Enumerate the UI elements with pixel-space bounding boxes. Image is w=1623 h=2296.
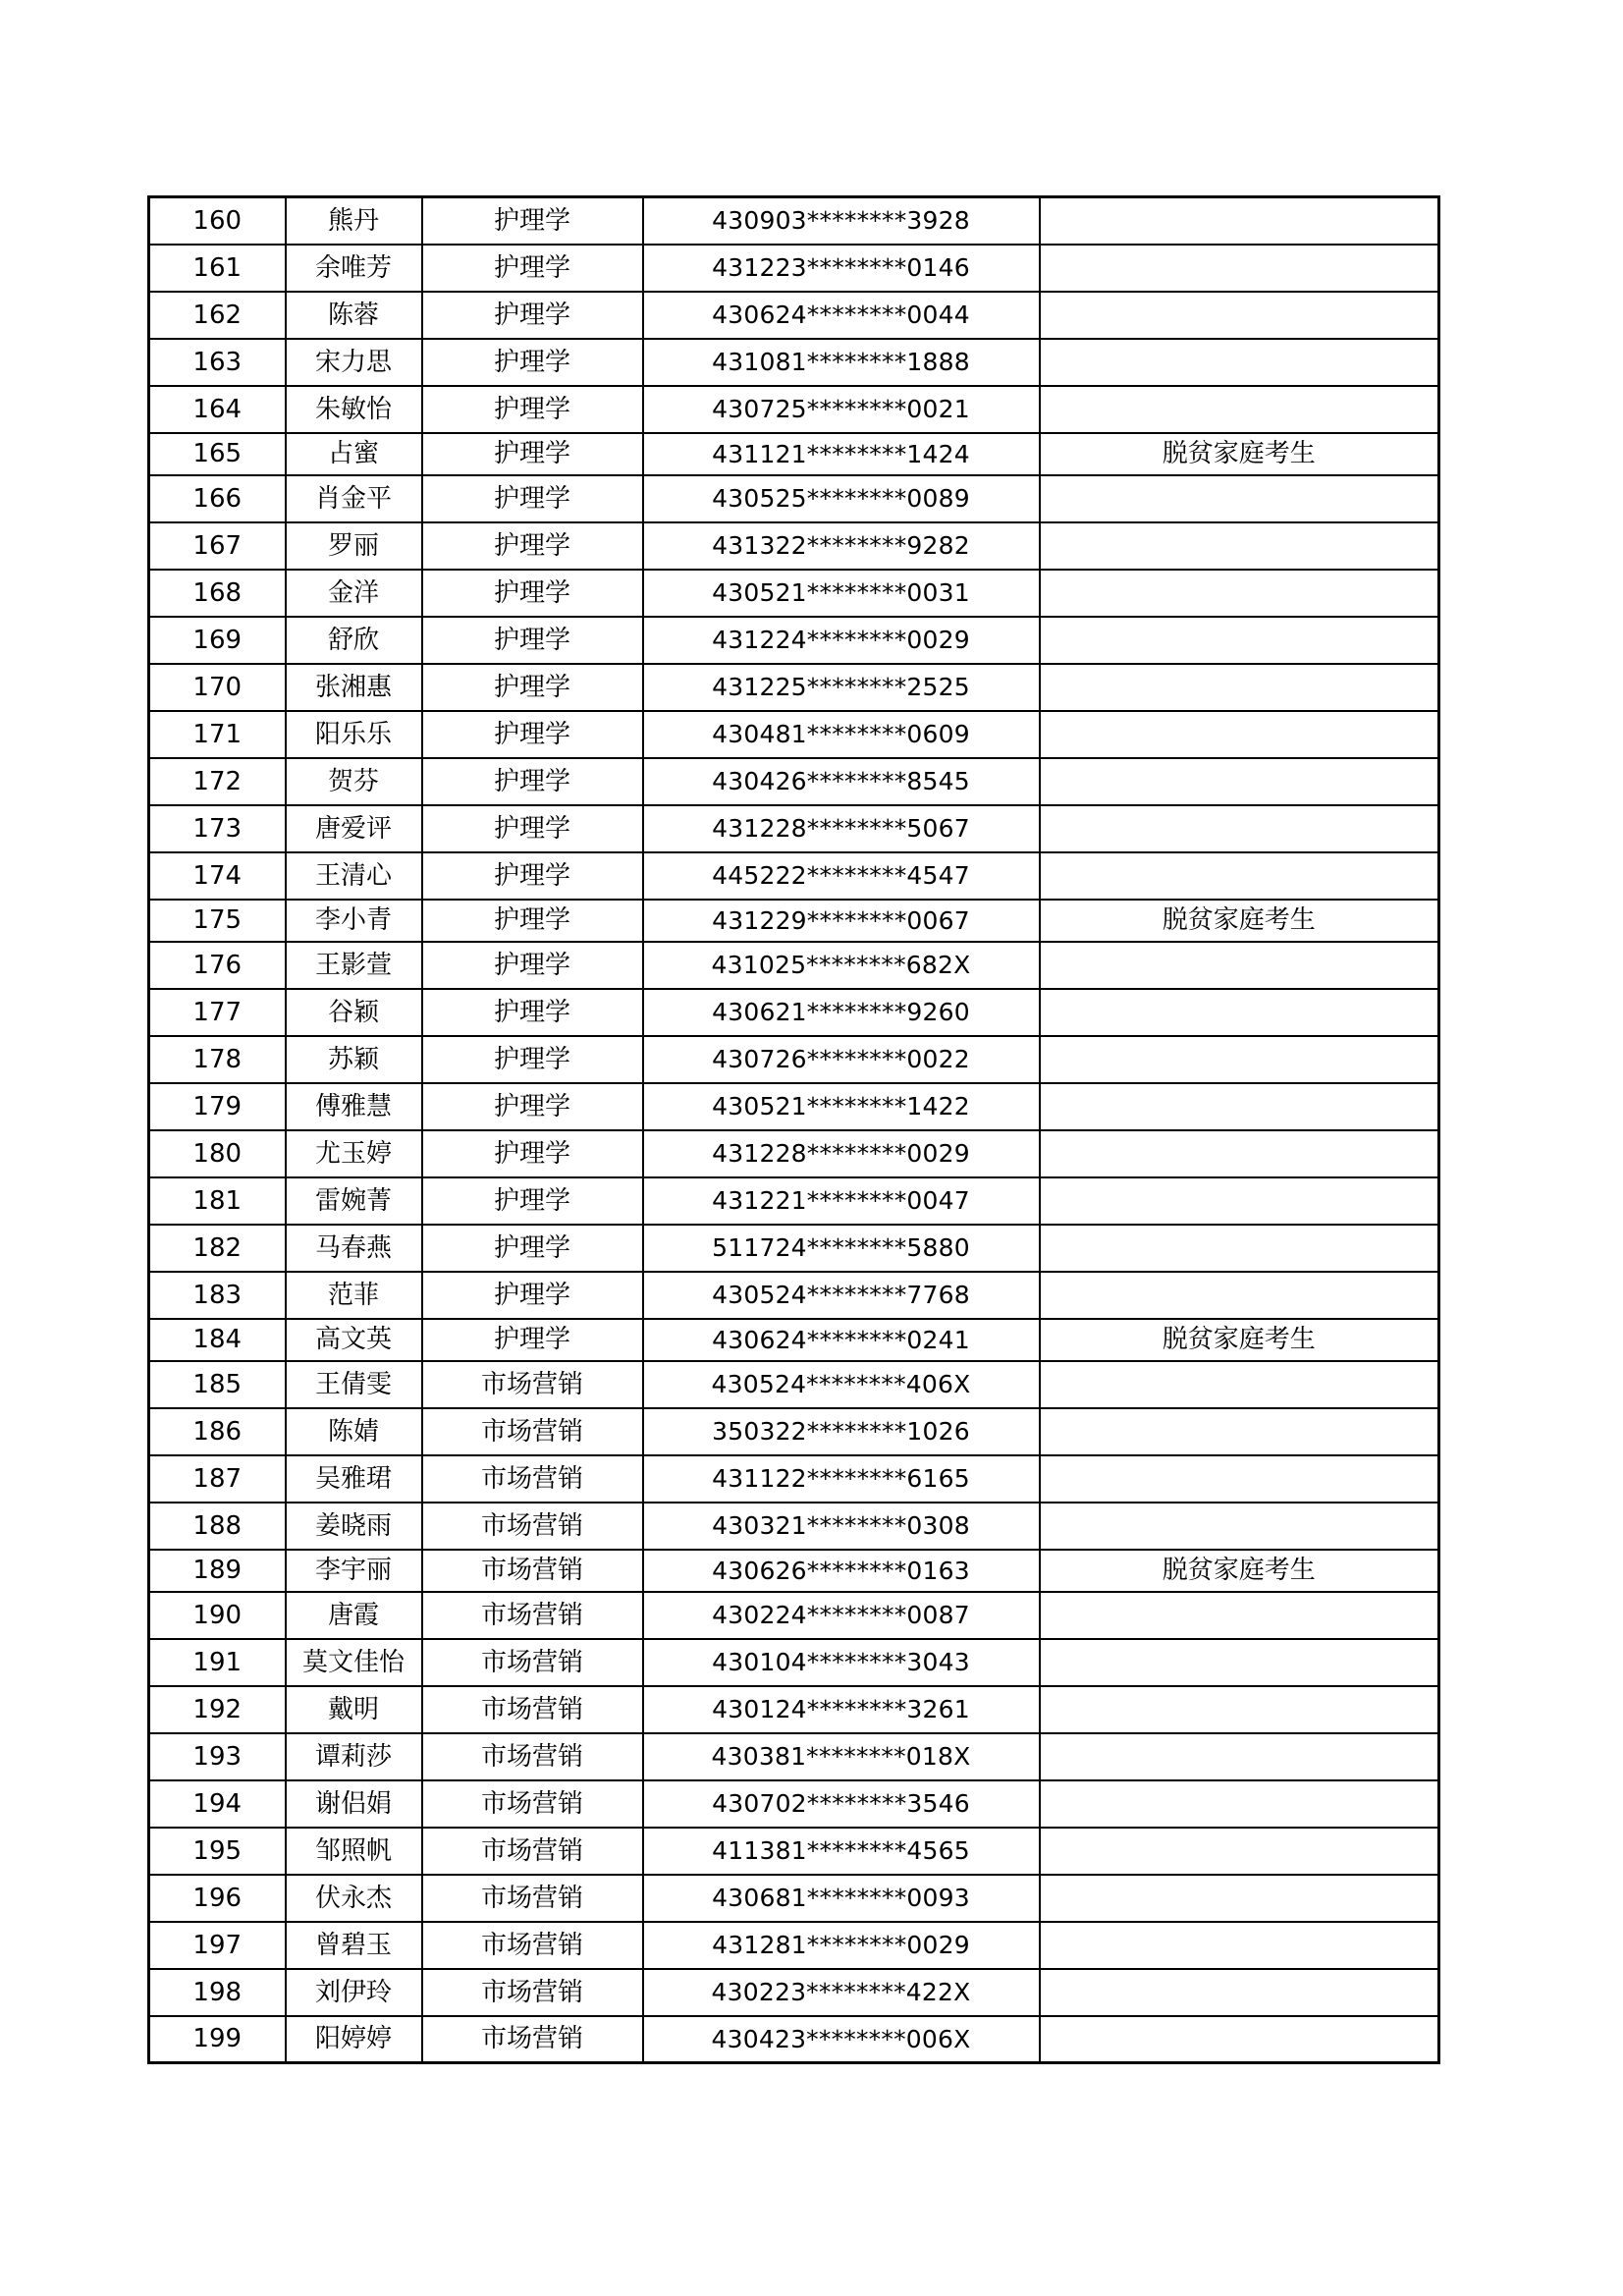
major-cell: 护理学 xyxy=(422,1036,643,1083)
id-number-cell: 431322********9282 xyxy=(643,522,1040,570)
row-number-cell: 160 xyxy=(149,197,286,245)
major-cell: 市场营销 xyxy=(422,1592,643,1639)
major-cell: 市场营销 xyxy=(422,1733,643,1780)
major-cell: 护理学 xyxy=(422,475,643,522)
name-cell: 莫文佳怡 xyxy=(286,1639,422,1686)
table-row xyxy=(149,1272,1439,1319)
major-cell: 市场营销 xyxy=(422,2016,643,2063)
row-number-cell: 172 xyxy=(149,758,286,805)
table-row xyxy=(149,942,1439,989)
id-number-cell: 430381********018X xyxy=(643,1733,1040,1780)
name-cell: 王影萱 xyxy=(286,942,422,989)
table-row xyxy=(149,570,1439,617)
id-number-cell: 431228********0029 xyxy=(643,1130,1040,1177)
name-cell: 吴雅珺 xyxy=(286,1455,422,1503)
row-number-cell: 190 xyxy=(149,1592,286,1639)
note-cell xyxy=(1040,1828,1439,1875)
table-row xyxy=(149,433,1439,475)
note-cell xyxy=(1040,989,1439,1036)
row-number-cell: 189 xyxy=(149,1550,286,1592)
name-cell: 姜晓雨 xyxy=(286,1503,422,1550)
note-cell xyxy=(1040,1455,1439,1503)
major-cell: 护理学 xyxy=(422,339,643,386)
table-body xyxy=(149,197,1439,2063)
row-number-cell: 176 xyxy=(149,942,286,989)
row-number-cell: 173 xyxy=(149,805,286,852)
name-cell: 谢侣娟 xyxy=(286,1780,422,1828)
row-number-cell: 198 xyxy=(149,1969,286,2016)
name-cell: 曾碧玉 xyxy=(286,1922,422,1969)
table-row xyxy=(149,758,1439,805)
row-number-cell: 170 xyxy=(149,664,286,711)
note-cell xyxy=(1040,1592,1439,1639)
name-cell: 马春燕 xyxy=(286,1225,422,1272)
major-cell: 护理学 xyxy=(422,570,643,617)
name-cell: 雷婉菁 xyxy=(286,1177,422,1225)
major-cell: 护理学 xyxy=(422,292,643,339)
major-cell: 护理学 xyxy=(422,852,643,900)
name-cell: 陈蓉 xyxy=(286,292,422,339)
name-cell: 朱敏怡 xyxy=(286,386,422,433)
id-number-cell: 430726********0022 xyxy=(643,1036,1040,1083)
row-number-cell: 194 xyxy=(149,1780,286,1828)
id-number-cell: 430624********0044 xyxy=(643,292,1040,339)
major-cell: 护理学 xyxy=(422,1272,643,1319)
id-number-cell: 431081********1888 xyxy=(643,339,1040,386)
major-cell: 护理学 xyxy=(422,711,643,758)
major-cell: 护理学 xyxy=(422,1083,643,1130)
note-cell xyxy=(1040,1969,1439,2016)
table-row xyxy=(149,1319,1439,1361)
note-cell xyxy=(1040,1361,1439,1408)
note-cell xyxy=(1040,1875,1439,1922)
row-number-cell: 183 xyxy=(149,1272,286,1319)
row-number-cell: 164 xyxy=(149,386,286,433)
major-cell: 护理学 xyxy=(422,1225,643,1272)
note-cell xyxy=(1040,1130,1439,1177)
row-number-cell: 169 xyxy=(149,617,286,664)
id-number-cell: 430423********006X xyxy=(643,2016,1040,2063)
table-row xyxy=(149,900,1439,942)
id-number-cell: 430702********3546 xyxy=(643,1780,1040,1828)
id-number-cell: 430224********0087 xyxy=(643,1592,1040,1639)
major-cell: 护理学 xyxy=(422,805,643,852)
id-number-cell: 430626********0163 xyxy=(643,1550,1040,1592)
row-number-cell: 193 xyxy=(149,1733,286,1780)
major-cell: 市场营销 xyxy=(422,1408,643,1455)
major-cell: 市场营销 xyxy=(422,1361,643,1408)
row-number-cell: 185 xyxy=(149,1361,286,1408)
table-row xyxy=(149,1639,1439,1686)
major-cell: 护理学 xyxy=(422,989,643,1036)
table-row xyxy=(149,1130,1439,1177)
id-number-cell: 430525********0089 xyxy=(643,475,1040,522)
row-number-cell: 165 xyxy=(149,433,286,475)
note-cell xyxy=(1040,758,1439,805)
name-cell: 苏颖 xyxy=(286,1036,422,1083)
id-number-cell: 431229********0067 xyxy=(643,900,1040,942)
row-number-cell: 171 xyxy=(149,711,286,758)
name-cell: 戴明 xyxy=(286,1686,422,1733)
id-number-cell: 431225********2525 xyxy=(643,664,1040,711)
table-row xyxy=(149,1177,1439,1225)
id-number-cell: 431121********1424 xyxy=(643,433,1040,475)
id-number-cell: 430321********0308 xyxy=(643,1503,1040,1550)
id-number-cell: 430104********3043 xyxy=(643,1639,1040,1686)
major-cell: 市场营销 xyxy=(422,1780,643,1828)
row-number-cell: 195 xyxy=(149,1828,286,1875)
table-row xyxy=(149,617,1439,664)
name-cell: 舒欣 xyxy=(286,617,422,664)
id-number-cell: 430524********7768 xyxy=(643,1272,1040,1319)
table-row xyxy=(149,1969,1439,2016)
id-number-cell: 430524********406X xyxy=(643,1361,1040,1408)
name-cell: 占蜜 xyxy=(286,433,422,475)
note-cell xyxy=(1040,292,1439,339)
row-number-cell: 187 xyxy=(149,1455,286,1503)
note-cell xyxy=(1040,1225,1439,1272)
table-row xyxy=(149,1922,1439,1969)
table-row xyxy=(149,1828,1439,1875)
id-number-cell: 431122********6165 xyxy=(643,1455,1040,1503)
table-row xyxy=(149,2016,1439,2063)
roster-table xyxy=(147,195,1440,2064)
row-number-cell: 177 xyxy=(149,989,286,1036)
major-cell: 护理学 xyxy=(422,942,643,989)
table-row xyxy=(149,1225,1439,1272)
major-cell: 市场营销 xyxy=(422,1550,643,1592)
name-cell: 余唯芳 xyxy=(286,245,422,292)
id-number-cell: 430481********0609 xyxy=(643,711,1040,758)
note-cell xyxy=(1040,664,1439,711)
id-number-cell: 411381********4565 xyxy=(643,1828,1040,1875)
note-cell xyxy=(1040,1272,1439,1319)
note-cell: 脱贫家庭考生 xyxy=(1040,433,1439,475)
table-row xyxy=(149,1361,1439,1408)
table-row xyxy=(149,292,1439,339)
row-number-cell: 168 xyxy=(149,570,286,617)
id-number-cell: 431221********0047 xyxy=(643,1177,1040,1225)
name-cell: 李宇丽 xyxy=(286,1550,422,1592)
id-number-cell: 431228********5067 xyxy=(643,805,1040,852)
major-cell: 市场营销 xyxy=(422,1503,643,1550)
note-cell xyxy=(1040,245,1439,292)
table-row xyxy=(149,1036,1439,1083)
name-cell: 邹照帆 xyxy=(286,1828,422,1875)
name-cell: 尤玉婷 xyxy=(286,1130,422,1177)
major-cell: 护理学 xyxy=(422,758,643,805)
table-row xyxy=(149,1083,1439,1130)
row-number-cell: 163 xyxy=(149,339,286,386)
name-cell: 高文英 xyxy=(286,1319,422,1361)
note-cell xyxy=(1040,1780,1439,1828)
major-cell: 护理学 xyxy=(422,522,643,570)
major-cell: 护理学 xyxy=(422,1177,643,1225)
name-cell: 唐爱评 xyxy=(286,805,422,852)
note-cell xyxy=(1040,1503,1439,1550)
name-cell: 宋力思 xyxy=(286,339,422,386)
note-cell xyxy=(1040,617,1439,664)
name-cell: 金洋 xyxy=(286,570,422,617)
major-cell: 护理学 xyxy=(422,433,643,475)
id-number-cell: 430124********3261 xyxy=(643,1686,1040,1733)
name-cell: 罗丽 xyxy=(286,522,422,570)
major-cell: 市场营销 xyxy=(422,1969,643,2016)
major-cell: 市场营销 xyxy=(422,1828,643,1875)
row-number-cell: 192 xyxy=(149,1686,286,1733)
name-cell: 谭莉莎 xyxy=(286,1733,422,1780)
note-cell xyxy=(1040,852,1439,900)
note-cell xyxy=(1040,197,1439,245)
note-cell: 脱贫家庭考生 xyxy=(1040,1319,1439,1361)
name-cell: 陈婧 xyxy=(286,1408,422,1455)
name-cell: 阳乐乐 xyxy=(286,711,422,758)
id-number-cell: 511724********5880 xyxy=(643,1225,1040,1272)
note-cell xyxy=(1040,339,1439,386)
major-cell: 护理学 xyxy=(422,197,643,245)
major-cell: 护理学 xyxy=(422,386,643,433)
row-number-cell: 175 xyxy=(149,900,286,942)
row-number-cell: 191 xyxy=(149,1639,286,1686)
major-cell: 护理学 xyxy=(422,617,643,664)
note-cell xyxy=(1040,1686,1439,1733)
id-number-cell: 431025********682X xyxy=(643,942,1040,989)
table-row xyxy=(149,245,1439,292)
table-row xyxy=(149,852,1439,900)
id-number-cell: 430521********0031 xyxy=(643,570,1040,617)
id-number-cell: 430223********422X xyxy=(643,1969,1040,2016)
table-row xyxy=(149,989,1439,1036)
name-cell: 王清心 xyxy=(286,852,422,900)
table-row xyxy=(149,197,1439,245)
table-row xyxy=(149,475,1439,522)
note-cell xyxy=(1040,711,1439,758)
note-cell xyxy=(1040,1639,1439,1686)
table-row xyxy=(149,1733,1439,1780)
major-cell: 护理学 xyxy=(422,900,643,942)
id-number-cell: 430521********1422 xyxy=(643,1083,1040,1130)
major-cell: 市场营销 xyxy=(422,1686,643,1733)
table-row xyxy=(149,711,1439,758)
note-cell xyxy=(1040,1083,1439,1130)
id-number-cell: 430426********8545 xyxy=(643,758,1040,805)
row-number-cell: 184 xyxy=(149,1319,286,1361)
table-row xyxy=(149,1592,1439,1639)
major-cell: 护理学 xyxy=(422,664,643,711)
table-row xyxy=(149,805,1439,852)
id-number-cell: 430903********3928 xyxy=(643,197,1040,245)
row-number-cell: 162 xyxy=(149,292,286,339)
id-number-cell: 431281********0029 xyxy=(643,1922,1040,1969)
id-number-cell: 350322********1026 xyxy=(643,1408,1040,1455)
row-number-cell: 180 xyxy=(149,1130,286,1177)
id-number-cell: 445222********4547 xyxy=(643,852,1040,900)
name-cell: 张湘惠 xyxy=(286,664,422,711)
name-cell: 李小青 xyxy=(286,900,422,942)
table-row xyxy=(149,1408,1439,1455)
table-row xyxy=(149,1686,1439,1733)
table-row xyxy=(149,386,1439,433)
name-cell: 肖金平 xyxy=(286,475,422,522)
id-number-cell: 431223********0146 xyxy=(643,245,1040,292)
row-number-cell: 181 xyxy=(149,1177,286,1225)
name-cell: 熊丹 xyxy=(286,197,422,245)
note-cell xyxy=(1040,805,1439,852)
table-row xyxy=(149,1455,1439,1503)
name-cell: 谷颖 xyxy=(286,989,422,1036)
name-cell: 唐霞 xyxy=(286,1592,422,1639)
note-cell xyxy=(1040,942,1439,989)
name-cell: 贺芬 xyxy=(286,758,422,805)
note-cell xyxy=(1040,1733,1439,1780)
major-cell: 护理学 xyxy=(422,245,643,292)
note-cell xyxy=(1040,475,1439,522)
name-cell: 范菲 xyxy=(286,1272,422,1319)
table-row xyxy=(149,1503,1439,1550)
row-number-cell: 197 xyxy=(149,1922,286,1969)
id-number-cell: 430681********0093 xyxy=(643,1875,1040,1922)
id-number-cell: 430725********0021 xyxy=(643,386,1040,433)
row-number-cell: 196 xyxy=(149,1875,286,1922)
row-number-cell: 182 xyxy=(149,1225,286,1272)
major-cell: 市场营销 xyxy=(422,1922,643,1969)
note-cell xyxy=(1040,1408,1439,1455)
table-row xyxy=(149,1550,1439,1592)
table-row xyxy=(149,522,1439,570)
row-number-cell: 188 xyxy=(149,1503,286,1550)
name-cell: 阳婷婷 xyxy=(286,2016,422,2063)
major-cell: 市场营销 xyxy=(422,1639,643,1686)
id-number-cell: 430624********0241 xyxy=(643,1319,1040,1361)
row-number-cell: 199 xyxy=(149,2016,286,2063)
table-row xyxy=(149,664,1439,711)
row-number-cell: 161 xyxy=(149,245,286,292)
note-cell xyxy=(1040,386,1439,433)
name-cell: 王倩雯 xyxy=(286,1361,422,1408)
note-cell xyxy=(1040,1177,1439,1225)
major-cell: 市场营销 xyxy=(422,1455,643,1503)
row-number-cell: 178 xyxy=(149,1036,286,1083)
table-row xyxy=(149,1780,1439,1828)
note-cell: 脱贫家庭考生 xyxy=(1040,900,1439,942)
name-cell: 伏永杰 xyxy=(286,1875,422,1922)
id-number-cell: 431224********0029 xyxy=(643,617,1040,664)
row-number-cell: 166 xyxy=(149,475,286,522)
row-number-cell: 167 xyxy=(149,522,286,570)
row-number-cell: 179 xyxy=(149,1083,286,1130)
row-number-cell: 186 xyxy=(149,1408,286,1455)
major-cell: 护理学 xyxy=(422,1319,643,1361)
note-cell xyxy=(1040,1922,1439,1969)
id-number-cell: 430621********9260 xyxy=(643,989,1040,1036)
major-cell: 市场营销 xyxy=(422,1875,643,1922)
table-row xyxy=(149,339,1439,386)
note-cell: 脱贫家庭考生 xyxy=(1040,1550,1439,1592)
note-cell xyxy=(1040,1036,1439,1083)
name-cell: 刘伊玲 xyxy=(286,1969,422,2016)
major-cell: 护理学 xyxy=(422,1130,643,1177)
name-cell: 傅雅慧 xyxy=(286,1083,422,1130)
row-number-cell: 174 xyxy=(149,852,286,900)
note-cell xyxy=(1040,2016,1439,2063)
note-cell xyxy=(1040,570,1439,617)
note-cell xyxy=(1040,522,1439,570)
table-row xyxy=(149,1875,1439,1922)
